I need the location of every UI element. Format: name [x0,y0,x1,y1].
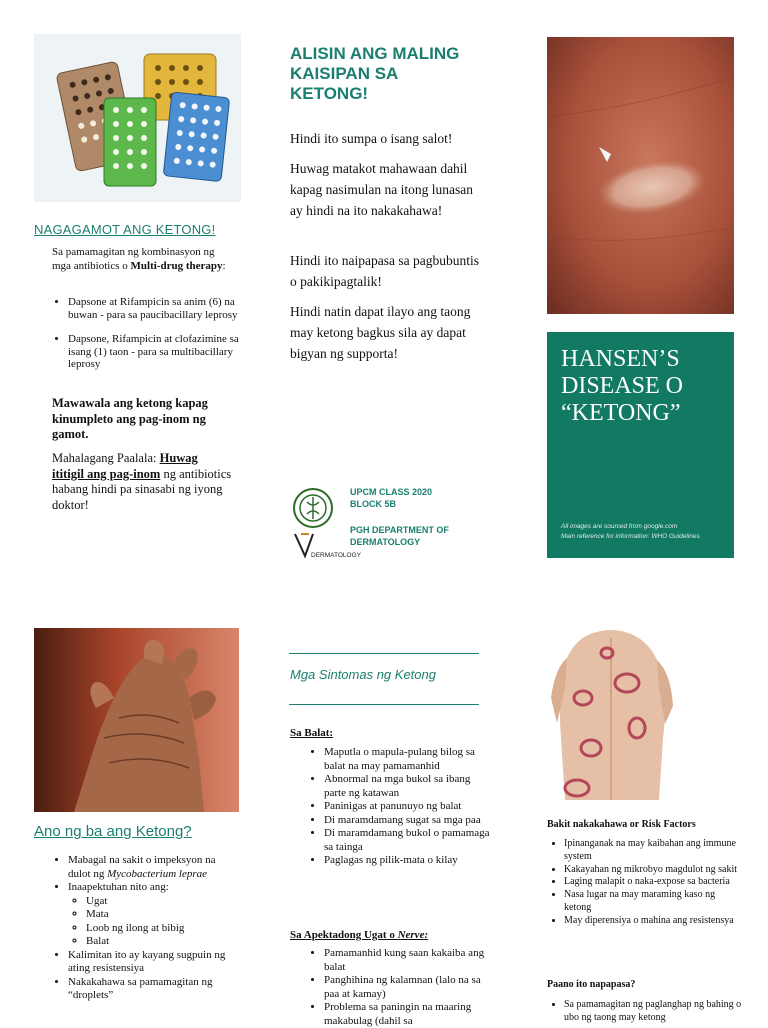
sub-list-item: ◦ Ugat [86,895,232,909]
nerve-symptoms-heading [290,929,428,941]
image-source-note [561,522,731,542]
list-item: • Ipinanganak na may kaibahan ang immune system [564,838,744,864]
list-item: • Dapsone, Rifampicin at clofazimine sa isang (1) taon - para sa multibacillary leprosy [68,333,248,371]
org-line: BLOCK 5B [350,499,397,509]
fact-text: Mabagal na sakit o impeksyon na dulot ng [68,854,216,880]
myths-title: ALISIN ANG MALING KAISIPAN SA KETONG! [290,44,460,103]
cover-title: HANSEN’S DISEASE O “KETONG” [561,346,684,426]
upcm-logo [293,488,333,528]
list-item: • Paninigas at panunuyo ng balat [324,800,494,814]
back-lesions-image [547,628,675,800]
note-line: All images are sourced from google.com [561,523,678,530]
affected-hands-image [34,628,239,812]
reminder-text: ng antibiotics habang hindi pa sinasabi ng iyong doktor! [52,466,232,512]
leprosy-facts-list [52,854,232,1003]
sub-list-item: ◦ Balat [86,935,232,949]
list-item: • May diperensiya o mahina ang resistensya [564,915,744,928]
list-item: • Pamamanhid kung saan kakaiba ang balat [324,947,496,974]
treatment-heading: NAGAGAMOT ANG KETONG! [34,222,216,237]
list-item: • Kalimitan ito ay kayang sugpuin ng ating resistensiya [68,949,232,976]
dermatology-logo-text: DERMATOLOGY [311,552,361,559]
transmission-heading: Paano ito napapasa? [547,979,636,990]
sub-list-item: ◦ Loob ng ilong at bibig [86,922,232,936]
what-is-leprosy-heading: Ano ng ba ang Ketong? [34,823,192,840]
skin-symptoms-heading: Sa Balat: [290,727,334,739]
risk-factors-heading: Bakit nakakahawa or Risk Factors [547,819,696,830]
list-item [68,854,232,881]
list-item: • Kakayahan ng mikrobyo magdulot ng sakit [564,864,744,877]
risk-factors-list [547,838,744,928]
note-line: Main reference for information: WHO Guidelines [561,533,700,540]
dermatology-logo [291,530,361,560]
bacteria-name: Mycobacterium leprae [107,867,208,880]
list-item: • Abnormal na mga bukol sa ibang parte ng katawan [324,773,494,800]
list-item: • Paglagas ng pilik-mata o kilay [324,854,494,868]
treatment-bold-statement: Mawawala ang ketong kapag kinumpleto ang pag-inom ng gamot. [52,396,208,441]
treatment-intro-text: Sa pamamagitan ng kombinasyon ng mga antibiotics o [52,246,215,272]
org-line: PGH DEPARTMENT OF [350,525,449,535]
list-item: • Nasa lugar na may maraming kaso ng ketong [564,889,744,915]
myth-paragraph: Hindi ito naipapasa sa pagbubuntis o pakikipagtalik! [290,253,479,289]
list-item: • Di maramdamang sugat sa mga paa [324,814,494,828]
org-line: DERMATOLOGY [350,537,421,547]
sub-list-item: ◦ Mata [86,908,232,922]
cover-panel [547,332,734,558]
antibiotics-image [34,34,241,202]
organization-credits [350,486,449,548]
myth-paragraph: Hindi natin dapat ilayo ang taong may ketong bagkus sila ay dapat bigyan ng supporta! [290,304,471,361]
nerve-heading-text: Sa Apektadong Ugat o [290,929,398,941]
list-item: • Problema sa paningin na maaring makabulag (dahil sa [324,1001,496,1028]
list-item: • Dapsone at Rifampicin sa anim (6) na buwan - para sa paucibacillary leprosy [68,296,248,321]
list-item: • Laging malapit o naka-expose sa bacteria [564,876,744,889]
list-item: • Nakakahawa sa pamamagitan ng “droplets” [68,976,232,1003]
treatment-intro-bold: Multi-drug therapy [130,259,223,272]
treatment-list [52,296,248,383]
myth-paragraph: Hindi ito sumpa o isang salot! [290,131,453,146]
reminder-emphasis: Huwag ititigil ang pag-inom [52,451,198,481]
symptoms-subtitle: Mga Sintomas ng Ketong [290,667,436,682]
reminder-label: Mahalagang Paalala: [52,451,160,465]
myth-paragraph: Huwag matakot mahawaan dahil kapag nasimulan na itong lunasan ay hindi na ito nakakahawa! [290,161,473,218]
skin-symptoms-list [308,746,494,868]
treatment-intro [52,246,232,273]
transmission-list [547,999,744,1025]
list-item: • Panghihina ng kalamnan (lalo na sa paa at kamay) [324,974,496,1001]
treatment-intro-suffix: : [222,259,226,272]
important-reminder [52,451,232,513]
org-line: UPCM CLASS 2020 [350,487,433,497]
list-item: • Sa pamamagitan ng paglanghap ng bahing o ubo ng taong may ketong [564,999,744,1025]
skin-lesion-image [547,37,734,314]
list-item: • Maputla o mapula-pulang bilog sa balat na may pamamanhid [324,746,494,773]
list-item [68,881,232,949]
divider [289,653,479,654]
fact-text: Inaapektuhan nito ang: [68,881,169,893]
list-item: • Di maramdamang bukol o pamamaga sa tainga [324,827,494,854]
divider [289,704,479,705]
nerve-symptoms-list [308,947,496,1028]
nerve-heading-italic: Nerve: [397,929,429,941]
